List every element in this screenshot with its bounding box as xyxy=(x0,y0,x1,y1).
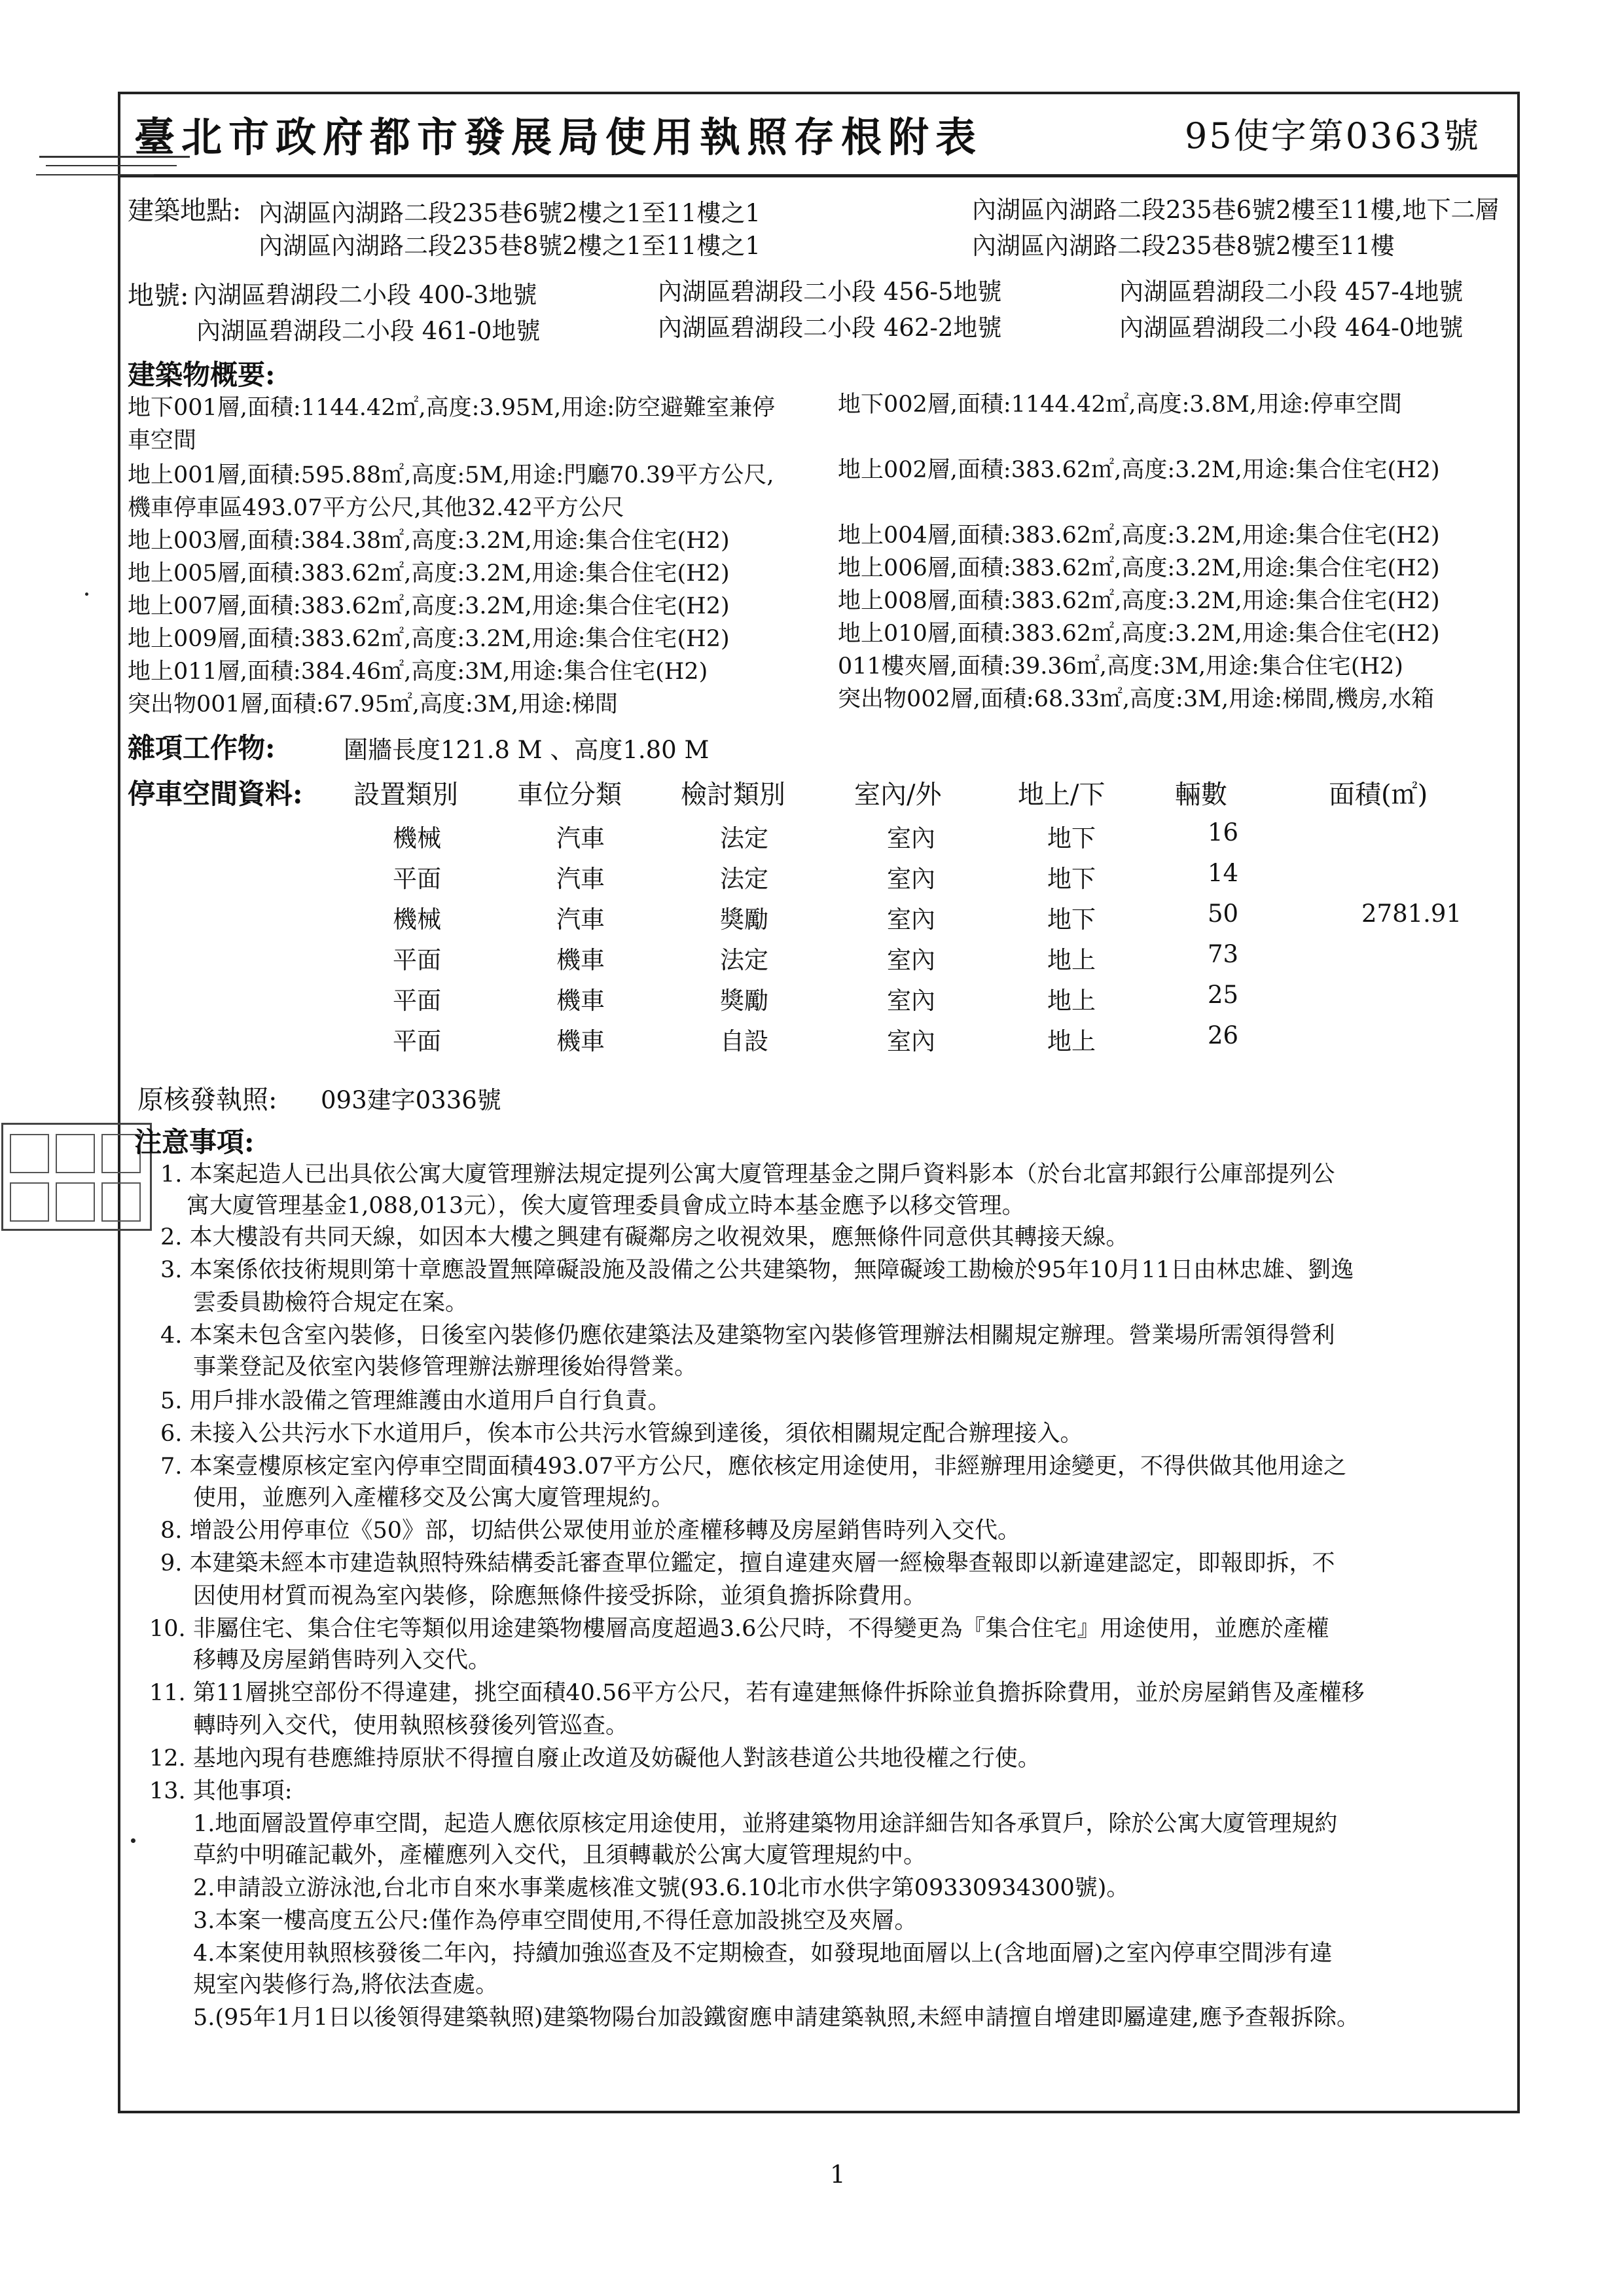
note-line: 4.本案使用執照核發後二年內，持續加強巡查及不定期檢查，如發現地面層以上(含地面層)之室內停車空間涉有違 xyxy=(193,1941,1333,1967)
overview-line: 地上003層,面積:384.38㎡,高度:3.2M,用途:集合住宅(H2) xyxy=(128,528,730,554)
note-line: 12. 基地內現有巷應維持原狀不得擅自廢止改道及妨礙他人對該巷道公共地役權之行使。 xyxy=(149,1745,1041,1772)
note-line: 移轉及房屋銷售時列入交代。 xyxy=(193,1647,492,1673)
lot-item: 內湖區碧湖段二小段 461-0地號 xyxy=(196,317,541,345)
note-line: 雲委員勘檢符合規定在案。 xyxy=(193,1290,469,1316)
note-line: 5.(95年1月1日以後領得建築執照)建築物陽台加設鐵窗應申請建築執照,未經申請擅自增建即屬違建,應予查報拆除。 xyxy=(193,2005,1360,2031)
parking-cell: 汽車 xyxy=(556,905,605,934)
lot-item: 內湖區碧湖段二小段 457-4地號 xyxy=(1119,278,1464,306)
overview-right-line: 地上010層,面積:383.62㎡,高度:3.2M,用途:集合住宅(H2) xyxy=(838,621,1440,647)
parking-cell: 地下 xyxy=(1047,824,1096,852)
address-label: 建築地點: xyxy=(128,196,242,226)
address-right-1: 內湖區內湖路二段235巷6號2樓至11樓,地下二層 xyxy=(972,196,1500,224)
overview-line: 突出物001層,面積:67.95㎡,高度:3M,用途:梯間 xyxy=(128,691,618,718)
parking-cell: 室內 xyxy=(887,1027,935,1055)
overview-right-line: 地上004層,面積:383.62㎡,高度:3.2M,用途:集合住宅(H2) xyxy=(838,522,1440,549)
parking-total-area: 2781.91 xyxy=(1361,900,1462,928)
title-rule xyxy=(120,174,1517,177)
note-line: 1. 本案起造人已出具依公寓大廈管理辦法規定提列公寓大廈管理基金之開戶資料影本（於台北富邦銀行公庫部提列公 xyxy=(160,1161,1335,1188)
note-line: 13. 其他事項: xyxy=(149,1778,293,1804)
parking-cell: 室內 xyxy=(887,905,935,934)
original-permit-label: 原核發執照: xyxy=(137,1085,278,1115)
overview-line: 地上005層,面積:383.62㎡,高度:3.2M,用途:集合住宅(H2) xyxy=(128,560,730,587)
page-number: 1 xyxy=(830,2160,846,2189)
note-line: 草約中明確記載外，產權應列入交代，且須轉載於公寓大廈管理規約中。 xyxy=(193,1842,927,1868)
permit-number: 95使字第0363號 xyxy=(1185,115,1481,156)
stamp-cell xyxy=(10,1134,49,1173)
parking-cell: 地上 xyxy=(1047,987,1096,1015)
overview-line: 地上011層,面積:384.46㎡,高度:3M,用途:集合住宅(H2) xyxy=(128,659,708,685)
note-line: 7. 本案壹樓原核定室內停車空間面積493.07平方公尺，應依核定用途使用，非經辦理用途變更，不得供做其他用途之 xyxy=(160,1453,1346,1480)
parking-cell: 地上 xyxy=(1047,946,1096,974)
parking-cell: 地下 xyxy=(1047,905,1096,934)
notes-heading: 注意事項: xyxy=(134,1126,255,1158)
parking-cell: 室內 xyxy=(887,824,935,852)
parking-cell: 機械 xyxy=(393,824,441,852)
note-line: 規室內裝修行為,將依法查處。 xyxy=(193,1972,499,1998)
overview-line: 地上007層,面積:383.62㎡,高度:3.2M,用途:集合住宅(H2) xyxy=(128,593,730,619)
overview-line: 車空間 xyxy=(128,428,197,454)
seal-stamp xyxy=(1,1123,152,1231)
note-line: 5. 用戶排水設備之管理維護由水道用戶自行負責。 xyxy=(160,1388,671,1414)
parking-header: 輛數 xyxy=(1175,780,1227,810)
overview-line: 機車停車區493.07平方公尺,其他32.42平方公尺 xyxy=(128,495,624,521)
scan-dot xyxy=(85,592,88,596)
parking-header: 車位分類 xyxy=(517,780,622,810)
scan-dot xyxy=(131,1838,135,1843)
parking-cell: 平面 xyxy=(393,946,441,974)
lot-item: 內湖區碧湖段二小段 400-3地號 xyxy=(193,281,537,309)
parking-cell: 汽車 xyxy=(556,824,605,852)
parking-cell: 機車 xyxy=(556,946,605,974)
lot-item: 內湖區碧湖段二小段 456-5地號 xyxy=(658,278,1002,306)
address-left-1: 內湖區內湖路二段235巷6號2樓之1至11樓之1 xyxy=(259,199,761,227)
misc-value: 圍牆長度121.8 M 、高度1.80 M xyxy=(344,736,710,764)
overview-right-line: 地上002層,面積:383.62㎡,高度:3.2M,用途:集合住宅(H2) xyxy=(838,457,1440,483)
parking-cell: 室內 xyxy=(887,865,935,893)
overview-heading: 建築物概要: xyxy=(128,359,276,391)
parking-cell: 平面 xyxy=(393,1027,441,1055)
parking-cell: 平面 xyxy=(393,987,441,1015)
overview-line: 地上009層,面積:383.62㎡,高度:3.2M,用途:集合住宅(H2) xyxy=(128,626,730,652)
stamp-cell xyxy=(10,1182,49,1222)
overview-line: 地下001層,面積:1144.42㎡,高度:3.95M,用途:防空避難室兼停 xyxy=(128,395,776,421)
overview-right-line: 地下002層,面積:1144.42㎡,高度:3.8M,用途:停車空間 xyxy=(838,392,1402,418)
note-line: 6. 未接入公共污水下水道用戶，俟本市公共污水管線到達後，須依相關規定配合辦理接入。 xyxy=(160,1421,1083,1447)
note-line: 轉時列入交代，使用執照核發後列管巡查。 xyxy=(193,1713,629,1739)
note-line: 因使用材質而視為室內裝修，除應無條件接受拆除，並須負擔拆除費用。 xyxy=(193,1583,927,1609)
note-line: 9. 本建築未經本市建造執照特殊結構委託審查單位鑑定，擅自違建夾層一經檢舉查報即以新違建認定，即報即拆，不 xyxy=(160,1550,1335,1576)
parking-cell: 法定 xyxy=(720,865,768,893)
parking-cell: 25 xyxy=(1208,981,1239,1009)
parking-cell: 14 xyxy=(1208,859,1239,887)
overview-line: 地上001層,面積:595.88㎡,高度:5M,用途:門廳70.39平方公尺, xyxy=(128,462,774,488)
scan-mark xyxy=(36,174,154,175)
page-title: 臺北市政府都市發展局使用執照存根附表 xyxy=(134,113,983,161)
parking-cell: 50 xyxy=(1208,900,1239,928)
parking-cell: 平面 xyxy=(393,865,441,893)
parking-cell: 26 xyxy=(1208,1021,1239,1049)
parking-header: 室內/外 xyxy=(854,780,942,810)
note-line: 11. 第11層挑空部份不得違建，挑空面積40.56平方公尺，若有違建無條件拆除並負擔拆除費用，並於房屋銷售及產權移 xyxy=(149,1680,1365,1706)
overview-right-line: 地上006層,面積:383.62㎡,高度:3.2M,用途:集合住宅(H2) xyxy=(838,555,1440,581)
parking-header: 面積(㎡) xyxy=(1329,780,1428,810)
note-line: 3.本案一樓高度五公尺:僅作為停車空間使用,不得任意加設挑空及夾層。 xyxy=(193,1908,918,1934)
parking-cell: 機械 xyxy=(393,905,441,934)
scan-mark xyxy=(46,165,177,166)
parking-cell: 獎勵 xyxy=(720,905,768,934)
parking-cell: 汽車 xyxy=(556,865,605,893)
note-line: 寓大廈管理基金1,088,013元），俟大廈管理委員會成立時本基金應予以移交管理。 xyxy=(187,1193,1025,1219)
note-line: 使用，並應列入產權移交及公寓大廈管理規約。 xyxy=(193,1485,675,1511)
address-left-2: 內湖區內湖路二段235巷8號2樓之1至11樓之1 xyxy=(259,232,761,260)
parking-cell: 73 xyxy=(1208,940,1239,968)
note-line: 8. 增設公用停車位《50》部，切結供公眾使用並於產權移轉及房屋銷售時列入交代。 xyxy=(160,1518,1021,1544)
original-permit-value: 093建字0336號 xyxy=(321,1086,501,1114)
misc-label: 雜項工作物: xyxy=(128,732,276,764)
note-line: 3. 本案係依技術規則第十章應設置無障礙設施及設備之公共建築物，無障礙竣工勘檢於95年10月11日由林忠雄、劉逸 xyxy=(160,1257,1354,1283)
parking-cell: 室內 xyxy=(887,946,935,974)
note-line: 事業登記及依室內裝修管理辦法辦理後始得營業。 xyxy=(193,1354,698,1380)
parking-label: 停車空間資料: xyxy=(128,778,303,810)
parking-cell: 機車 xyxy=(556,1027,605,1055)
parking-cell: 自設 xyxy=(720,1027,768,1055)
address-right-2: 內湖區內湖路二段235巷8號2樓至11樓 xyxy=(972,232,1395,260)
parking-cell: 機車 xyxy=(556,987,605,1015)
lot-item: 內湖區碧湖段二小段 464-0地號 xyxy=(1119,314,1464,342)
note-line: 2.申請設立游泳池,台北市自來水事業處核准文號(93.6.10北市水供字第09330934300號)。 xyxy=(193,1875,1130,1901)
stamp-cell xyxy=(56,1182,95,1222)
note-line: 10. 非屬住宅、集合住宅等類似用途建築物樓層高度超過3.6公尺時，不得變更為『集合住宅』用途使用，並應於產權 xyxy=(149,1616,1329,1642)
overview-right-line: 突出物002層,面積:68.33㎡,高度:3M,用途:梯間,機房,水箱 xyxy=(838,686,1435,712)
note-line: 4. 本案未包含室內裝修，日後室內裝修仍應依建築法及建築物室內裝修管理辦法相關規定辦理。營業場所需領得營利 xyxy=(160,1322,1335,1349)
overview-right-line: 011樓夾層,面積:39.36㎡,高度:3M,用途:集合住宅(H2) xyxy=(838,653,1403,680)
note-line: 1.地面層設置停車空間，起造人應依原核定用途使用，並將建築物用途詳細告知各承買戶，除於公寓大廈管理規約 xyxy=(193,1811,1338,1837)
overview-right-line: 地上008層,面積:383.62㎡,高度:3.2M,用途:集合住宅(H2) xyxy=(838,588,1440,614)
parking-header: 設置類別 xyxy=(353,780,458,810)
parking-cell: 法定 xyxy=(720,824,768,852)
parking-cell: 獎勵 xyxy=(720,987,768,1015)
lots-label: 地號: xyxy=(128,281,189,311)
parking-header: 檢討類別 xyxy=(681,780,785,810)
parking-cell: 地下 xyxy=(1047,865,1096,893)
lot-item: 內湖區碧湖段二小段 462-2地號 xyxy=(658,314,1002,342)
parking-cell: 地上 xyxy=(1047,1027,1096,1055)
stamp-cell xyxy=(101,1182,141,1222)
note-line: 2. 本大樓設有共同天線，如因本大樓之興建有礙鄰房之收視效果，應無條件同意供其轉接天線。 xyxy=(160,1224,1129,1250)
stamp-cell xyxy=(56,1134,95,1173)
parking-cell: 室內 xyxy=(887,987,935,1015)
parking-cell: 16 xyxy=(1208,818,1239,847)
parking-cell: 法定 xyxy=(720,946,768,974)
parking-header: 地上/下 xyxy=(1018,780,1106,810)
